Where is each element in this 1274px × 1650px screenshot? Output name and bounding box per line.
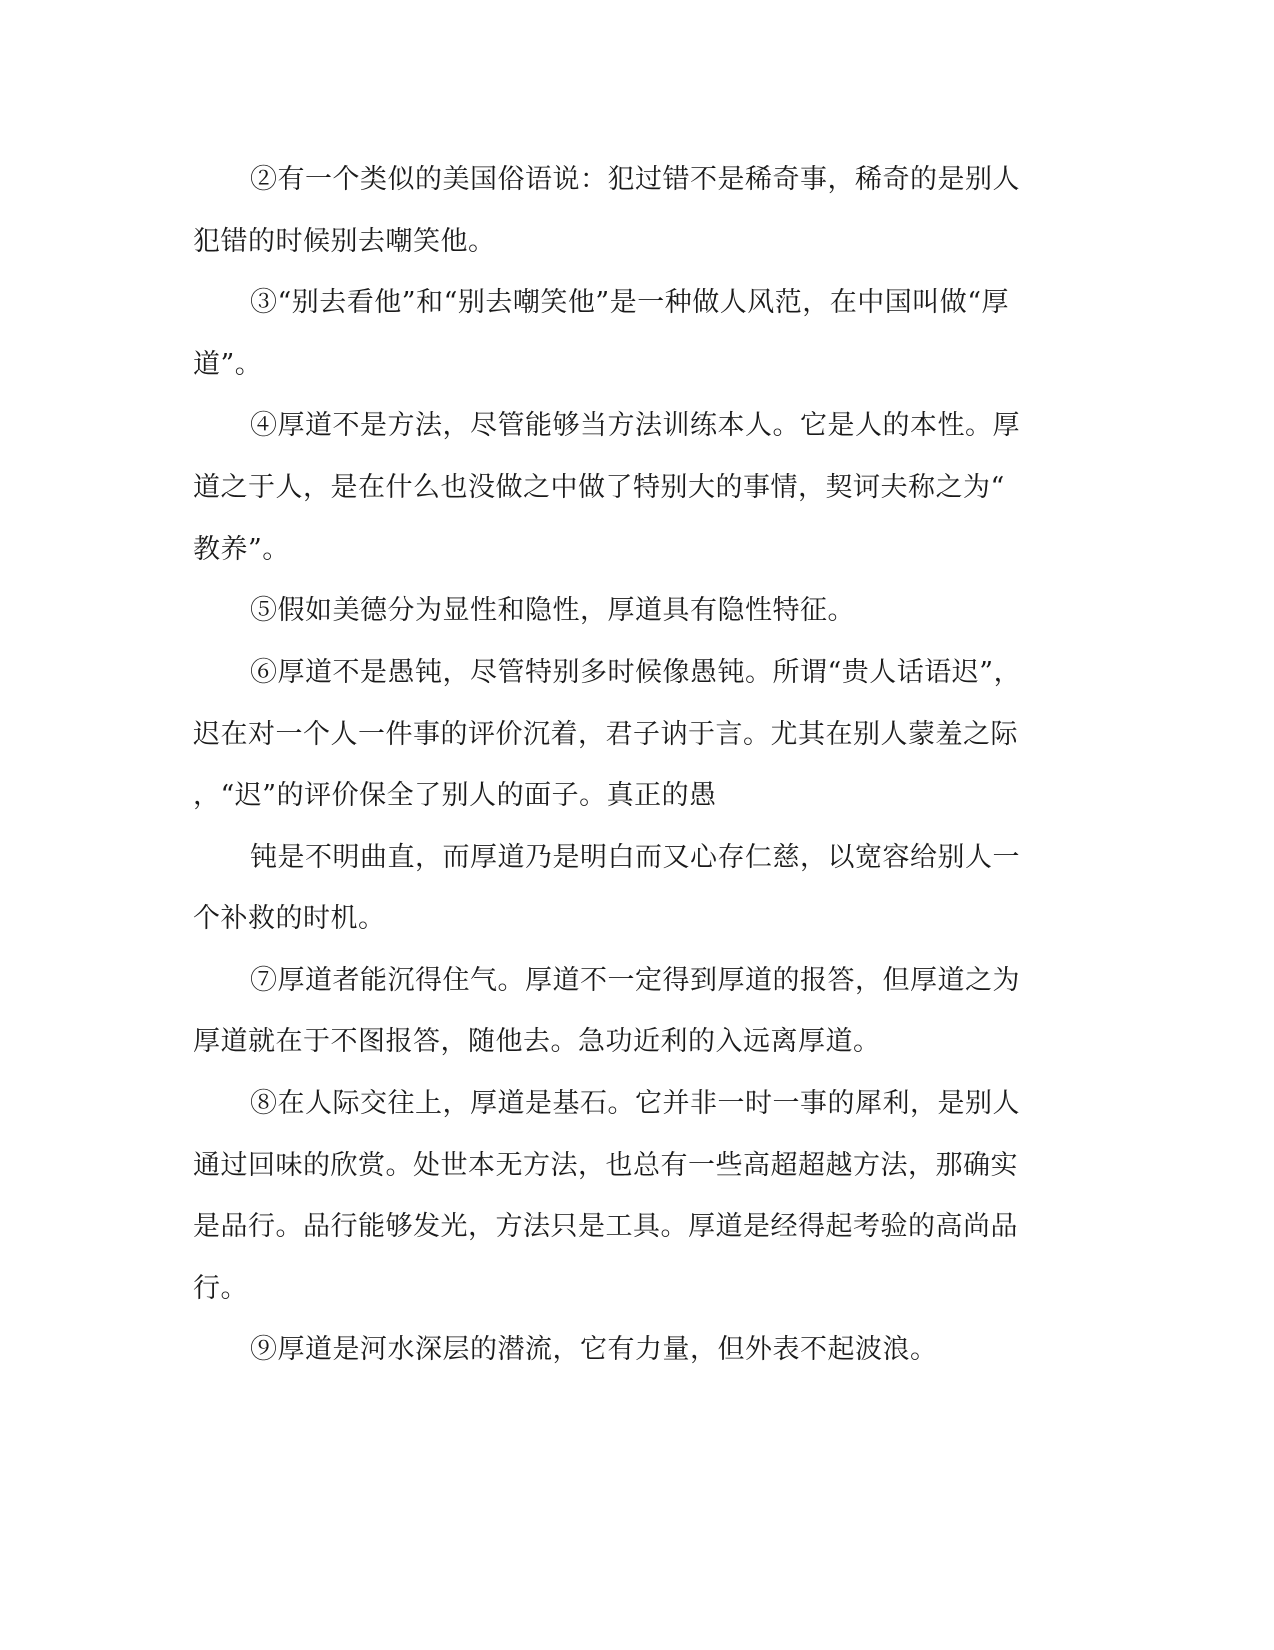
paragraph-6b-line-2: 个补救的时机。 bbox=[193, 903, 386, 934]
paragraph-8-line-2: 通过回味的欣赏。处世本无方法，也总有一些高超超越方法，那确实 bbox=[193, 1150, 1018, 1181]
paragraph-8-line-1: ⑧在人际交往上，厚道是基石。它并非一时一事的犀利，是别人 bbox=[250, 1088, 1020, 1119]
paragraph-3-line-2: 道”。 bbox=[193, 349, 263, 380]
paragraph-5-line-1: ⑤假如美德分为显性和隐性，厚道具有隐性特征。 bbox=[250, 595, 855, 626]
paragraph-6b-line-1: 钝是不明曲直，而厚道乃是明白而又心存仁慈，以宽容给别人一 bbox=[250, 842, 1020, 873]
paragraph-7-line-2: 厚道就在于不图报答，随他去。急功近利的入远离厚道。 bbox=[193, 1026, 881, 1057]
paragraph-8-line-3: 是品行。品行能够发光，方法只是工具。厚道是经得起考验的高尚品 bbox=[193, 1211, 1018, 1242]
paragraph-6-line-3: ，“迟”的评价保全了别人的面子。真正的愚 bbox=[193, 780, 717, 811]
paragraph-4-line-3: 教养”。 bbox=[193, 534, 290, 565]
paragraph-8-line-4: 行。 bbox=[193, 1273, 248, 1304]
paragraph-2-line-2: 犯错的时候别去嘲笑他。 bbox=[193, 226, 496, 257]
paragraph-3-line-1: ③“别去看他”和“别去嘲笑他”是一种做人风范，在中国叫做“厚 bbox=[250, 287, 1010, 318]
paragraph-6-line-1: ⑥厚道不是愚钝，尽管特别多时候像愚钝。所谓“贵人话语迟”， bbox=[250, 657, 1022, 688]
paragraph-2-line-1: ②有一个类似的美国俗语说：犯过错不是稀奇事，稀奇的是别人 bbox=[250, 164, 1020, 195]
paragraph-4-line-1: ④厚道不是方法，尽管能够当方法训练本人。它是人的本性。厚 bbox=[250, 410, 1020, 441]
paragraph-4-line-2: 道之于人，是在什么也没做之中做了特别大的事情，契诃夫称之为“ bbox=[193, 472, 1005, 503]
paragraph-6-line-2: 迟在对一个人一件事的评价沉着，君子讷于言。尤其在别人蒙羞之际 bbox=[193, 719, 1018, 750]
paragraph-9-line-1: ⑨厚道是河水深层的潜流，它有力量，但外表不起波浪。 bbox=[250, 1334, 938, 1365]
paragraph-7-line-1: ⑦厚道者能沉得住气。厚道不一定得到厚道的报答，但厚道之为 bbox=[250, 965, 1020, 996]
